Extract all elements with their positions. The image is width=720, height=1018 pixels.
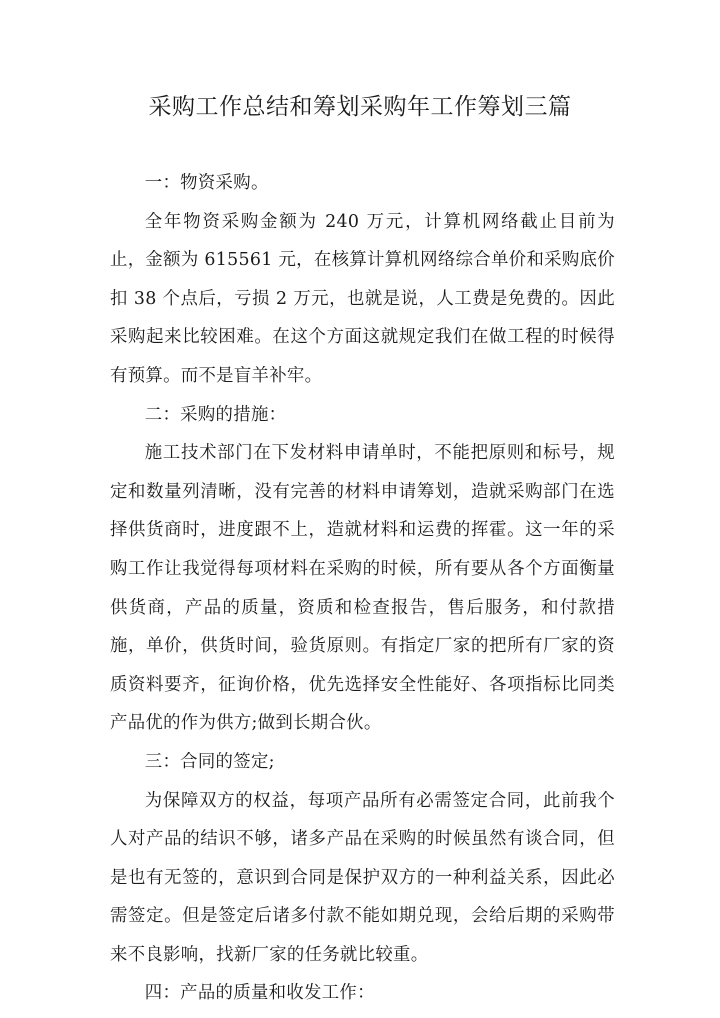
paragraph-materials: 全年物资采购金额为 240 万元，计算机网络截止目前为止，金额为 615561 元，在核算计算机网络综合单价和采购底价扣 38 个点后，亏损 2 万元，也就是说，人工费是免费的。因此采购起来比较困难。在这个方面这就规定我们在做工程的时候得有预算。而不是盲羊补牢。 — [110, 211, 615, 386]
document-title: 采购工作总结和筹划采购年工作筹划三篇 — [148, 94, 572, 120]
paragraph-measures: 施工技术部门在下发材料申请单时，不能把原则和标号，规定和数量列清晰，没有完善的材料申请筹划，造就采购部门在选择供货商时，进度跟不上，造就材料和运费的挥霍。这一年的采购工作让我觉得每项材料在采购的时候，所有要从各个方面衡量供货商，产品的质量，资质和检查报告，售后服务，和付款措施，单价，供货时间，验货原则。有指定厂家的把所有厂家的资质资料要齐，征询价格，优先选择安全性能好、各项指标比同类产品优的作为供方;做到长期合伙。 — [110, 443, 615, 734]
section-heading-quality: 四：产品的质量和收发工作： — [144, 983, 375, 1004]
document-body — [110, 164, 615, 1013]
section-heading-materials: 一：物资采购。 — [144, 173, 269, 193]
section-heading-contracts: 三：合同的签定; — [144, 751, 275, 772]
paragraph-contracts: 为保障双方的权益，每项产品所有必需签定合同，此前我个人对产品的结识不够，诸多产品在采购的时候虽然有谈合同，但是也有无签的，意识到合同是保护双方的一种利益关系，因此必需签定。但是签定后诸多付款不能如期兑现，会给后期的采购带来不良影响，找新厂家的任务就比较重。 — [110, 790, 615, 965]
section-heading-measures: 二：采购的措施： — [144, 404, 287, 425]
